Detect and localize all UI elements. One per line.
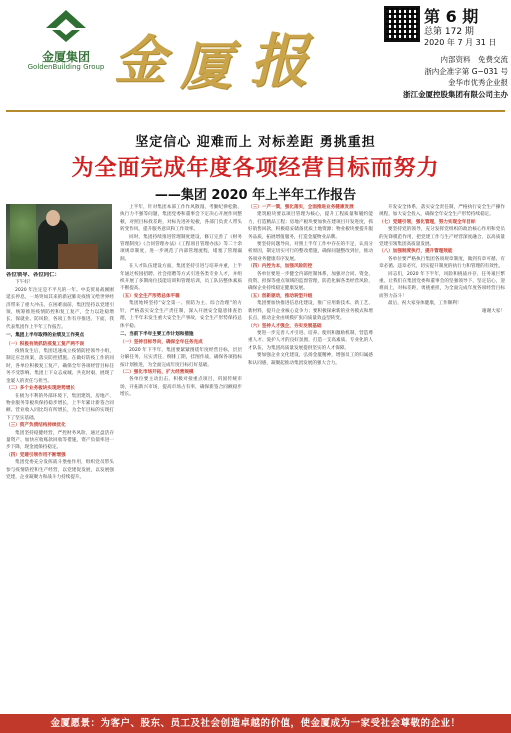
paragraph: 集团坚持稳健经营，严控财务风险，通过盘活存量资产、加快应收账款回收等措施，资产负债率进一步下降，现金流保持稳定。	[6, 430, 114, 451]
subsection-heading: （六）坚持人才强企，夯实发展基础	[248, 323, 322, 329]
section-heading: 二、当前下半年主要工作计划和措施	[120, 331, 194, 337]
paragraph: 要加强企业文化建设，弘扬金厦精神，增强员工的归属感和认同感，凝聚起推动集团发展的强大合力。	[248, 353, 373, 366]
closing-line: 谢谢大家！	[482, 308, 505, 314]
pub-line: 内部资料 免费交流	[440, 55, 508, 64]
header-divider	[6, 110, 505, 112]
paragraph: 同志们，2020 年下半年，风险和挑战并存，任务艰巨繁重。让我们在集团党委和董事会的坚强领导下，坚定信心，迎难而上，对标差距，勇挑重担，为全面完成年度各项经营目标而努力奋斗！	[379, 271, 505, 299]
subsection-heading: （三）资产负债结构持续优化	[6, 423, 66, 429]
article-column-3	[248, 204, 373, 710]
pub-line: 金华市优秀企业报	[448, 78, 508, 87]
subsection-heading: （五）安全生产形势总体平稳	[120, 293, 180, 299]
paragraph: 上半年，针对集团本部工作作风散漫、考勤纪律松散、执行力不强等问题，集团党委和董事会下定决心开展作风整顿，对照目标找差距，对标先进补短板，各部门负责人带头转变作风，提升服务意识和工作效率。	[120, 205, 242, 233]
logo-english-name: GoldenBuilding Group	[27, 63, 105, 71]
title-char: 厦	[180, 36, 231, 97]
photo-podium	[58, 244, 98, 269]
paragraph: 开发安全体系，落实安全责任制，严格执行安全生产操作规程，加大安全投入，确保全年安全生产形势持续稳定。	[379, 205, 505, 218]
paragraph: 集团党委充分发挥战斗堡垒作用，组织党员带头参与疫情防控和生产经营，以党建促发展，以发展强党建，企业凝聚力和战斗力持续提升。	[6, 460, 114, 480]
paragraph: 各单位要严格执行集团各项规章制度，做到有章可循、有章必循、违章必究，切实提升制度的执行力和管理的有效性。	[379, 256, 505, 270]
issue-date: 2020 年 7 月 31 日	[424, 38, 497, 47]
paragraph: 要进一步完善人才引进、培养、使用和激励机制，营造尊重人才、爱护人才的良好氛围，打造一支高素质、专业化的人才队伍，为集团高质量发展提供坚实的人才保障。	[248, 330, 373, 351]
paragraph: 各单位要主动出击，积极对接重点项目，巩固传统市场，开拓新兴市场，提高市场占有率，确保新签合同额稳步增长。	[120, 377, 242, 398]
paragraph: 2020 年注定是不平凡的一年。中美贸易战刚刚延长停息，一场突如其来的新冠肺炎疫情又给世界经济带来了重大冲击。在困难面前，集团坚持以党建引领，统筹推进疫情防控和复工复产，全力以赴稳增长、保就业、防风险，各项工作有序推进。下面，我代表集团作上半年工作报告。	[6, 287, 114, 330]
paragraph: 要坚持党的领导，充分发挥党组织的政治核心作用和党员的先锋模范作用，把党建工作与生产经营深度融合，以高质量党建引领集团高质量发展。	[379, 227, 505, 248]
article-column-2	[120, 204, 242, 710]
paragraph: 集团始终坚持“安全第一、预防为主、综合治理”的方针，严格落实安全生产责任制，深入开展安全隐患排查治理，上半年未发生重大安全生产事故，安全生产形势保持总体平稳。	[120, 301, 242, 329]
photo-speaker-head	[46, 210, 60, 226]
subsection-heading: （一）坚持目标导向，确保全年任务完成	[120, 340, 203, 346]
sub-headline: ——集团 2020 年上半年工作报告	[154, 188, 357, 203]
article-column-4	[379, 204, 505, 710]
logo-name: 金厦集团	[41, 50, 90, 64]
publication-info	[396, 54, 508, 100]
company-logo	[22, 8, 110, 70]
paragraph: 最后，祝大家身体健康，工作顺利！	[388, 301, 462, 307]
paragraph: 建筑板块要以项目管理为核心，提升工程质量和履约能力，打造精品工程；房地产板块要加快在建项目开发进度，抓好销售回款，积极稳妥储备优质土地资源；物业板块要提升服务品质，拓展增值服务，打造金厦物业品牌。	[248, 212, 373, 240]
pub-line: 浙内企准字第 G−031 号	[424, 66, 508, 76]
subsection-heading: （二）多个业务板块实现逆势增长	[6, 386, 75, 392]
paragraph: 在人才队伍建设方面，集团坚持引进与培养并重，上半年通过校园招聘、社会招聘等方式引进各类专业人才，并组织开展了多期岗位技能培训和管理培训，员工队伍整体素质不断提高。	[120, 264, 242, 292]
subsection-heading: （三）一产一策，强化落实，全面推进业务健康发展	[248, 205, 354, 210]
photo-plant	[10, 204, 36, 269]
qr-code-icon	[384, 6, 420, 42]
title-char: 报	[250, 27, 307, 95]
subsection-heading: （四）党建引领作用不断增强	[6, 452, 66, 458]
paragraph: 下午好！	[15, 280, 34, 286]
total-issue-number: 总第 172 期	[424, 27, 474, 37]
subsection-heading: （七）党建引领，强化管理，努力实现全年目标	[379, 219, 476, 225]
section-heading: 一、集团上半年取得的业绩及工作亮点	[6, 333, 85, 339]
newspaper-title	[110, 10, 370, 97]
issue-number: 第 6 期	[424, 7, 479, 26]
title-char: 金	[114, 30, 165, 91]
paragraph: 各单位要进一步健全内部控制体系，加强对合同、资金、投资、担保等重点领域的监督管理，防范化解各类经营风险，确保企业持续稳定健康发展。	[248, 271, 373, 292]
paragraph: 2020 年下半年，集团要紧紧围绕年度经营目标，层层分解任务，压实责任，倒排工期，挂图作战，确保各项指标按计划推进，为全面完成年度目标打好基础。	[120, 347, 242, 368]
subsection-heading: （五）创新驱动，推动转型升级	[248, 293, 313, 299]
masthead	[0, 0, 511, 110]
paragraph: 要坚持问题导向，对照上半年工作中存在的不足，认真分析原因，制定切实可行的整改措施，确保问题整改到位，推动各项业务健康有序发展。	[248, 242, 373, 262]
salutation: 各位领导、各位同仁：	[6, 272, 60, 278]
publisher-host: 浙江金厦控股集团有限公司主办	[403, 89, 508, 99]
footer-vision-banner: 金厦愿景：为客户、股东、员工及社会创造卓越的价值，使金厦成为一家受社会尊敬的企业！	[0, 714, 511, 733]
issue-info	[424, 4, 508, 48]
paragraph: 集团要加快推进信息化建设，推广应用新技术、新工艺、新材料，提升企业核心竞争力；要积极探索新的业务模式和增长点，推动企业由规模扩张向质量效益型转变。	[248, 301, 373, 322]
headline-kicker: 坚定信心 迎难而上 对标差距 勇挑重担	[135, 135, 376, 150]
logo-emblem-icon	[42, 8, 90, 46]
subsection-heading: （一）积极有效抓防疫复工复产两不误	[6, 341, 85, 347]
paragraph: 在极为不利的外部环境下，集团建筑、房地产、物业服务等板块保持稳步增长，上半年累计新签合同额、营业收入同比均有所增长，为全年目标的实现打下了坚实基础。	[6, 393, 114, 421]
article-column-1	[6, 272, 114, 710]
subsection-heading: （四）内控为本，加强风险防控	[248, 264, 313, 270]
paragraph: 同时，集团持续推进管理制度建设，修订完善了《财务管理制度》《合同管理办法》《工程项目管理办法》等二十余项规章制度，进一步规范了内部管理流程，堵塞了管理漏洞。	[120, 234, 242, 262]
subsection-heading: （八）加强制度执行，提升管理效能	[379, 249, 453, 255]
main-headline: 为全面完成年度各项经营目标而努力	[71, 156, 440, 181]
speaker-photo	[6, 204, 112, 269]
paragraph: 疫情发生后，集团迅速成立疫情防控领导小组，制定应急预案，落实防控措施。在做好防疫工作的同时，各单位积极复工复产，确保全年各项经营目标任务不受影响。集团上下众志成城、共克时艰，展现了金厦人的责任与担当。	[6, 349, 114, 384]
subsection-heading: （二）强化市场开拓，扩大经营规模	[120, 369, 194, 375]
